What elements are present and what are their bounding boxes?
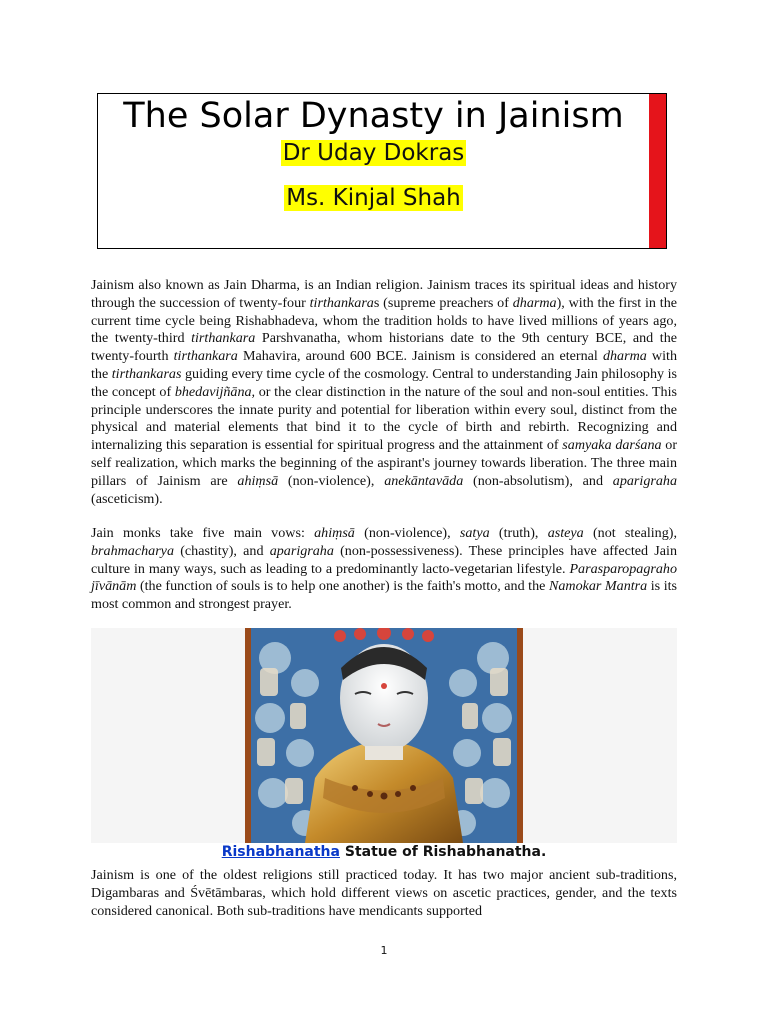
author-line-1 [98, 138, 649, 168]
paragraph-intro: Jainism also known as Jain Dharma, is an Indian religion. Jainism traces its spiritual ideas and history through the succession of twenty-four tirthankaras (supreme preachers of dharma), with the first in the current time cycle being Rishabhadeva, whom the tradition holds to have lived millions of years ago, the twenty-third tirthankara Parshvanatha, whom historians date to the 9th century BCE, and the twenty-fourth tirthankara Mahavira, around 600 BCE. Jainism is considered an eternal dharma with the tirthankaras guiding every time cycle of the cosmology. Central to understanding Jain philosophy is the concept of bhedavijñāna, or the clear distinction in the nature of the soul and non-soul entities. This principle underscores the innate purity and potential for liberation within every soul, distinct from the physical and material elements that bind it to the cycle of birth and rebirth. Recognizing and internalizing this separation is essential for spiritual progress and the attainment of samyaka darśana or self realization, which marks the beginning of the aspirant's journey towards liberation. The three main pillars of Jainism are ahiṃsā (non-violence), anekāntavāda (non-absolutism), and aparigraha (asceticism). [91, 277, 678, 507]
paragraph-traditions: Jainism is one of the oldest religions still practiced today. It has two major ancient sub-traditions, Digambaras and Śvētāmbaras, which hold different views on ascetic practices, gender, and the texts considered canonical. Both sub-traditions have mendicants supported [91, 867, 677, 919]
author-name-1: Dr Uday Dokras [282, 140, 465, 166]
author-name-2: Ms. Kinjal Shah [286, 185, 461, 211]
rishabhanatha-statue-image [245, 628, 523, 843]
caption-link-rishabhanatha[interactable]: Rishabhanatha [221, 844, 340, 860]
figure-caption [91, 843, 677, 861]
caption-text: Statue of Rishabhanatha. [339, 844, 547, 860]
title-box [97, 93, 667, 249]
page-number: 1 [380, 944, 388, 957]
document-title: The Solar Dynasty in Jainism [123, 96, 624, 136]
accent-bar [649, 94, 666, 248]
paragraph-vows: Jain monks take five main vows: ahiṃsā (non-violence), satya (truth), asteya (not stealing), brahmacharya (chastity), and aparigraha (non-possessiveness). These principles have affected Jain culture in many ways, such as leading to a predominantly lacto-vegetarian lifestyle. Parasparopagraho jīvānām (the function of souls is to help one another) is the faith's motto, and the Namokar Mantra is its most common and strongest prayer. [91, 525, 678, 613]
author-line-2 [98, 183, 649, 213]
